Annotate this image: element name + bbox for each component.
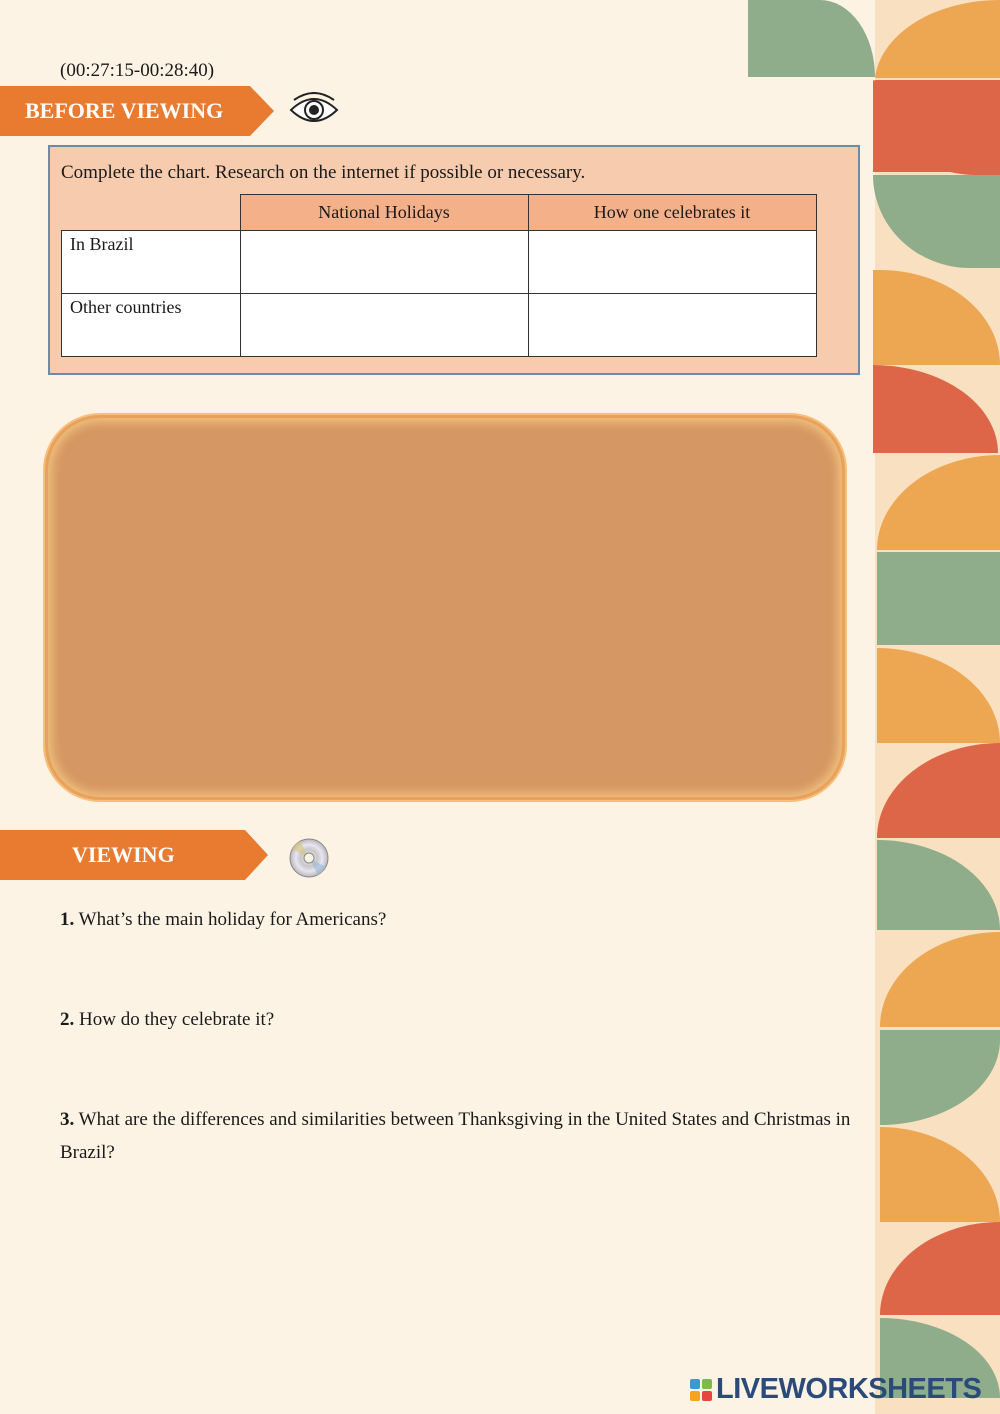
eye-icon — [288, 92, 340, 133]
viewing-banner — [0, 830, 268, 880]
question-3-text: What are the differences and similarities between Thanksgiving in the United States and Christmas in Brazil? — [60, 1109, 851, 1163]
chart-instruction: Complete the chart. Research on the internet if possible or necessary. — [61, 162, 586, 183]
row-label-other-countries: Other countries — [62, 294, 241, 357]
brazil-celebration-cell[interactable] — [528, 231, 816, 294]
row-label-brazil: In Brazil — [62, 231, 241, 294]
logo-text: LIVEWORKSHEETS — [716, 1373, 982, 1405]
question-2-number: 2. — [60, 1009, 75, 1030]
question-1-number: 1. — [60, 909, 75, 930]
header-how-celebrates: How one celebrates it — [528, 195, 816, 231]
video-timestamp: (00:27:15-00:28:40) — [60, 60, 215, 81]
cd-icon — [288, 837, 330, 884]
table-row — [62, 231, 817, 294]
header-national-holidays: National Holidays — [240, 195, 528, 231]
table-header-row — [62, 195, 817, 231]
brazil-holidays-cell[interactable] — [240, 231, 528, 294]
viewing-title: VIEWING — [72, 842, 175, 867]
question-1 — [60, 903, 885, 936]
header-blank — [62, 195, 241, 231]
question-3 — [60, 1103, 885, 1169]
before-viewing-banner — [0, 86, 274, 136]
question-2 — [60, 1003, 885, 1036]
question-3-number: 3. — [60, 1109, 75, 1130]
logo-mark-icon — [690, 1379, 712, 1401]
holiday-table — [61, 194, 817, 357]
question-2-text: How do they celebrate it? — [79, 1009, 275, 1030]
question-1-text: What’s the main holiday for Americans? — [78, 909, 387, 930]
table-row — [62, 294, 817, 357]
other-celebration-cell[interactable] — [528, 294, 816, 357]
before-viewing-title: BEFORE VIEWING — [25, 98, 224, 123]
video-player-frame[interactable] — [45, 415, 845, 800]
other-holidays-cell[interactable] — [240, 294, 528, 357]
chart-exercise-box — [48, 145, 860, 375]
liveworksheets-logo[interactable] — [690, 1373, 981, 1406]
